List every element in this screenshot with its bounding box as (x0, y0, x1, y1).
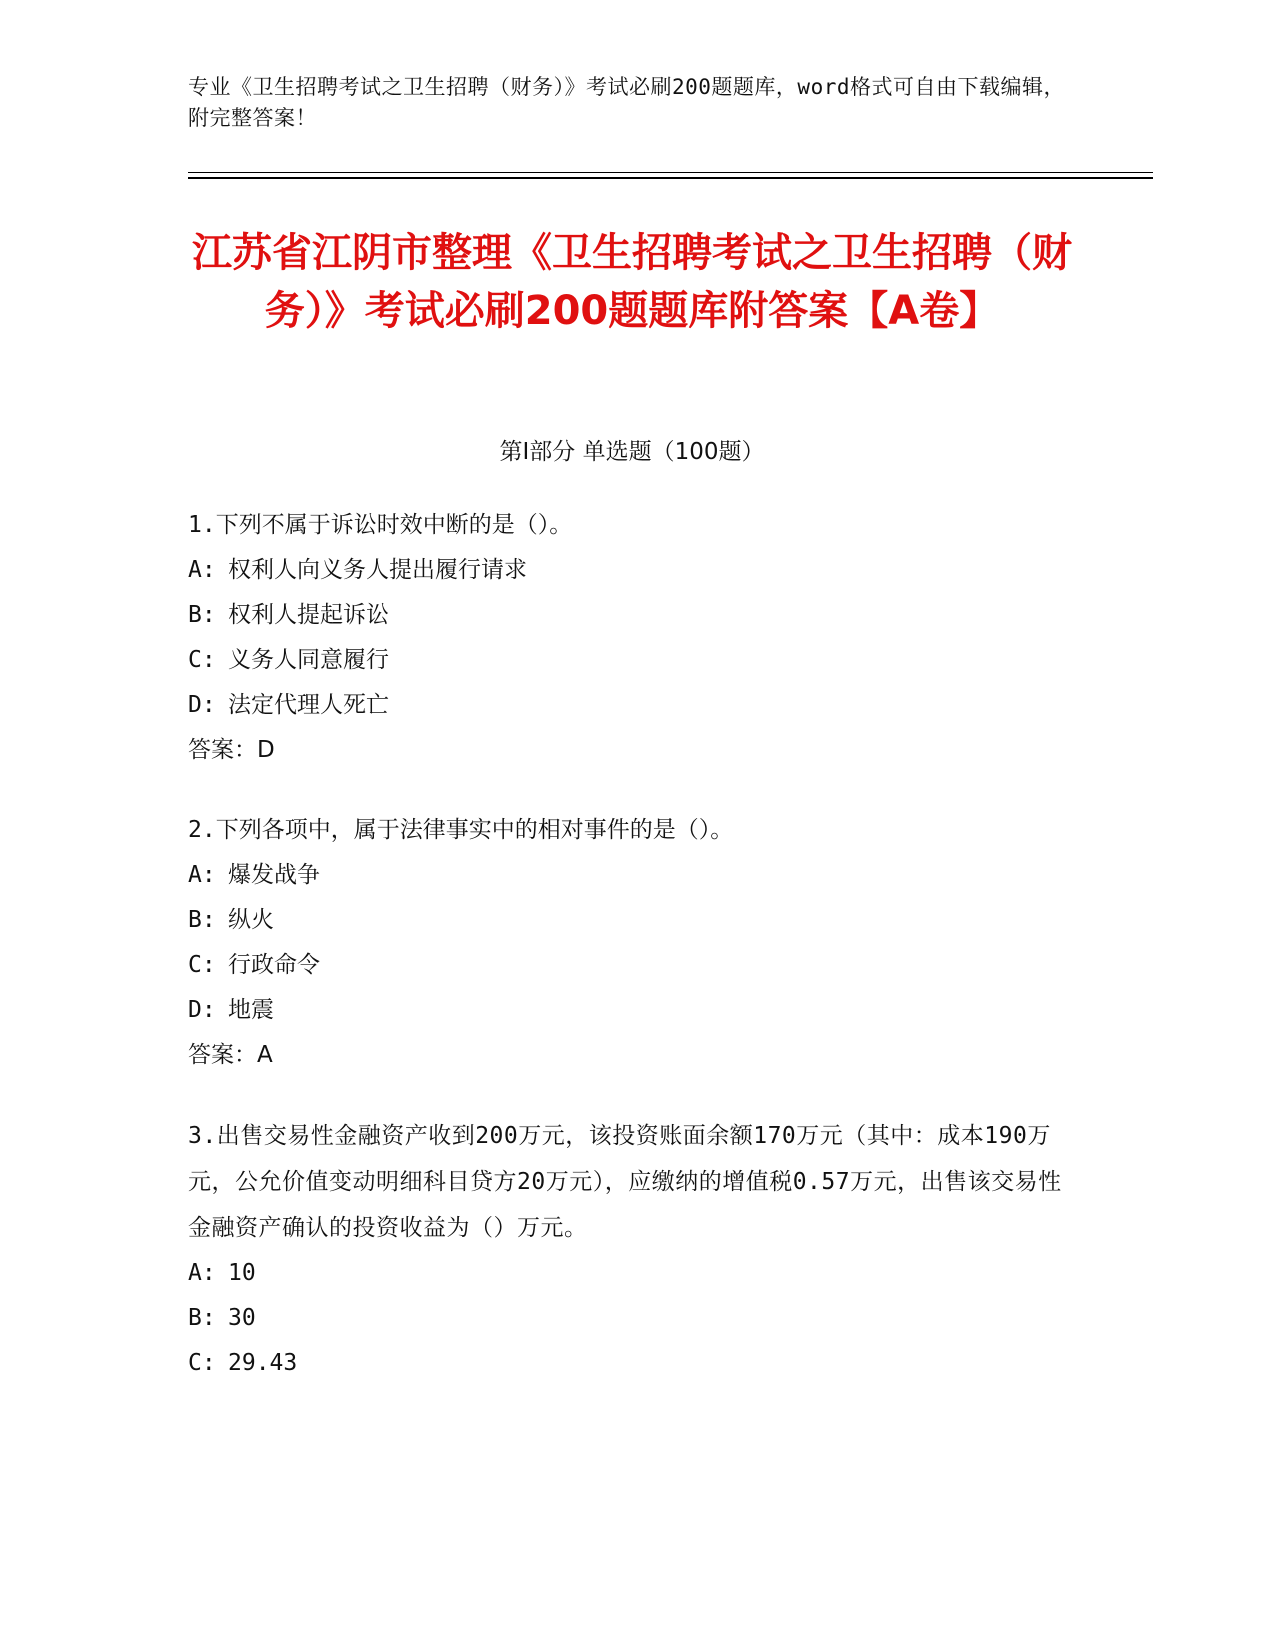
option-text: 义务人同意履行 (228, 647, 389, 673)
option-letter: D: (188, 692, 216, 718)
option-letter: B: (188, 1305, 216, 1331)
option-text: 权利人提起诉讼 (228, 602, 389, 628)
option-letter: A: (188, 557, 216, 583)
option-b (188, 898, 1076, 943)
option-c (188, 943, 1076, 988)
option-a (188, 853, 1076, 898)
question-stem: 2.下列各项中，属于法律事实中的相对事件的是（）。 (188, 817, 734, 843)
option-letter: C: (188, 1350, 216, 1376)
option-text: 行政命令 (228, 952, 320, 978)
document-title: 江苏省江阴市整理《卫生招聘考试之卫生招聘（财务）》考试必刷200题题库附答案【A卷】 (192, 230, 1072, 334)
option-letter: C: (188, 647, 216, 673)
question-1 (188, 503, 1076, 773)
option-c (188, 638, 1076, 683)
section-title: 第I部分 单选题（100题） (499, 439, 765, 465)
option-a (188, 1251, 1076, 1296)
question-stem: 3.出售交易性金融资产收到200万元，该投资账面余额170万元（其中：成本190万元，公允价值变动明细科目贷方20万元），应缴纳的增值税0.57万元，出售该交易性金融资产确认的投资收益为（）万元。 (188, 1123, 1062, 1241)
option-letter: D: (188, 997, 216, 1023)
header-rule-thick (188, 177, 1153, 179)
option-letter: B: (188, 602, 216, 628)
option-text: 纵火 (228, 907, 274, 933)
answer-line: 答案：A (188, 1042, 273, 1068)
option-c (188, 1341, 1076, 1386)
header-rule-thin (188, 172, 1153, 173)
question-3 (188, 1113, 1076, 1386)
option-letter: A: (188, 1260, 216, 1286)
option-text: 权利人向义务人提出履行请求 (228, 557, 527, 583)
option-letter: B: (188, 907, 216, 933)
option-text: 法定代理人死亡 (228, 692, 389, 718)
option-d (188, 988, 1076, 1033)
option-b (188, 593, 1076, 638)
option-letter: A: (188, 862, 216, 888)
answer-line: 答案：D (188, 737, 275, 763)
question-stem: 1.下列不属于诉讼时效中断的是（）。 (188, 512, 573, 538)
option-text: 29.43 (228, 1350, 298, 1376)
question-2 (188, 808, 1076, 1078)
option-text: 10 (228, 1260, 256, 1286)
option-d (188, 683, 1076, 728)
option-letter: C: (188, 952, 216, 978)
option-text: 爆发战争 (228, 862, 320, 888)
option-b (188, 1296, 1076, 1341)
option-text: 地震 (228, 997, 274, 1023)
option-text: 30 (228, 1305, 256, 1331)
header-note: 专业《卫生招聘考试之卫生招聘（财务）》考试必刷200题题库，word格式可自由下载编辑，附完整答案！ (188, 75, 1065, 130)
option-a (188, 548, 1076, 593)
